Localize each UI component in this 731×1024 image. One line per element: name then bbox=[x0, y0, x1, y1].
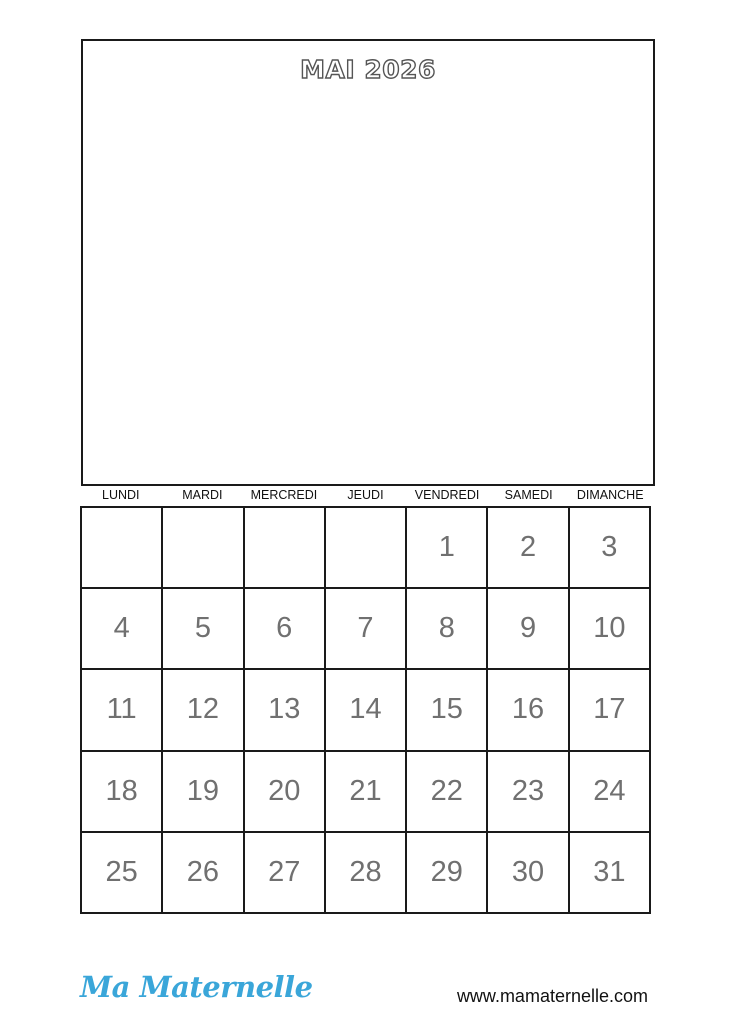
weekday-wednesday: MERCREDI bbox=[250, 488, 318, 502]
calendar-grid bbox=[80, 506, 651, 914]
day-cell: 21 bbox=[326, 752, 407, 833]
weekday-thursday: JEUDI bbox=[347, 488, 384, 502]
day-cell: 2 bbox=[488, 508, 569, 589]
day-cell: 3 bbox=[570, 508, 651, 589]
day-cell: 4 bbox=[82, 589, 163, 670]
day-cell: 26 bbox=[163, 833, 244, 914]
day-cell: 15 bbox=[407, 670, 488, 751]
weekday-tuesday: MARDI bbox=[182, 488, 223, 502]
month-title: MAI 2026 bbox=[300, 55, 436, 84]
day-cell: 28 bbox=[326, 833, 407, 914]
day-cell bbox=[326, 508, 407, 589]
day-cell: 1 bbox=[407, 508, 488, 589]
day-cell: 19 bbox=[163, 752, 244, 833]
day-cell: 18 bbox=[82, 752, 163, 833]
site-url[interactable]: www.mamaternelle.com bbox=[456, 986, 648, 1006]
brand-logo: Ma Maternelle bbox=[80, 970, 313, 1004]
day-cell: 24 bbox=[570, 752, 651, 833]
day-cell: 10 bbox=[570, 589, 651, 670]
day-cell: 22 bbox=[407, 752, 488, 833]
weekday-sunday: DIMANCHE bbox=[576, 488, 644, 502]
day-cell: 23 bbox=[488, 752, 569, 833]
weekday-friday: VENDREDI bbox=[414, 488, 480, 502]
day-cell: 9 bbox=[488, 589, 569, 670]
day-cell: 25 bbox=[82, 833, 163, 914]
day-cell: 29 bbox=[407, 833, 488, 914]
day-cell: 17 bbox=[570, 670, 651, 751]
day-cell bbox=[82, 508, 163, 589]
photo-frame bbox=[81, 39, 655, 486]
day-cell: 7 bbox=[326, 589, 407, 670]
day-cell: 20 bbox=[245, 752, 326, 833]
day-cell: 16 bbox=[488, 670, 569, 751]
day-cell: 5 bbox=[163, 589, 244, 670]
day-cell: 12 bbox=[163, 670, 244, 751]
weekday-header bbox=[80, 487, 651, 503]
day-cell: 8 bbox=[407, 589, 488, 670]
weekday-monday: LUNDI bbox=[102, 488, 140, 502]
day-cell: 13 bbox=[245, 670, 326, 751]
day-cell: 27 bbox=[245, 833, 326, 914]
day-cell bbox=[163, 508, 244, 589]
day-cell: 11 bbox=[82, 670, 163, 751]
day-cell: 6 bbox=[245, 589, 326, 670]
day-cell: 31 bbox=[570, 833, 651, 914]
day-cell bbox=[245, 508, 326, 589]
day-cell: 30 bbox=[488, 833, 569, 914]
day-cell: 14 bbox=[326, 670, 407, 751]
weekday-saturday: SAMEDI bbox=[504, 488, 553, 502]
